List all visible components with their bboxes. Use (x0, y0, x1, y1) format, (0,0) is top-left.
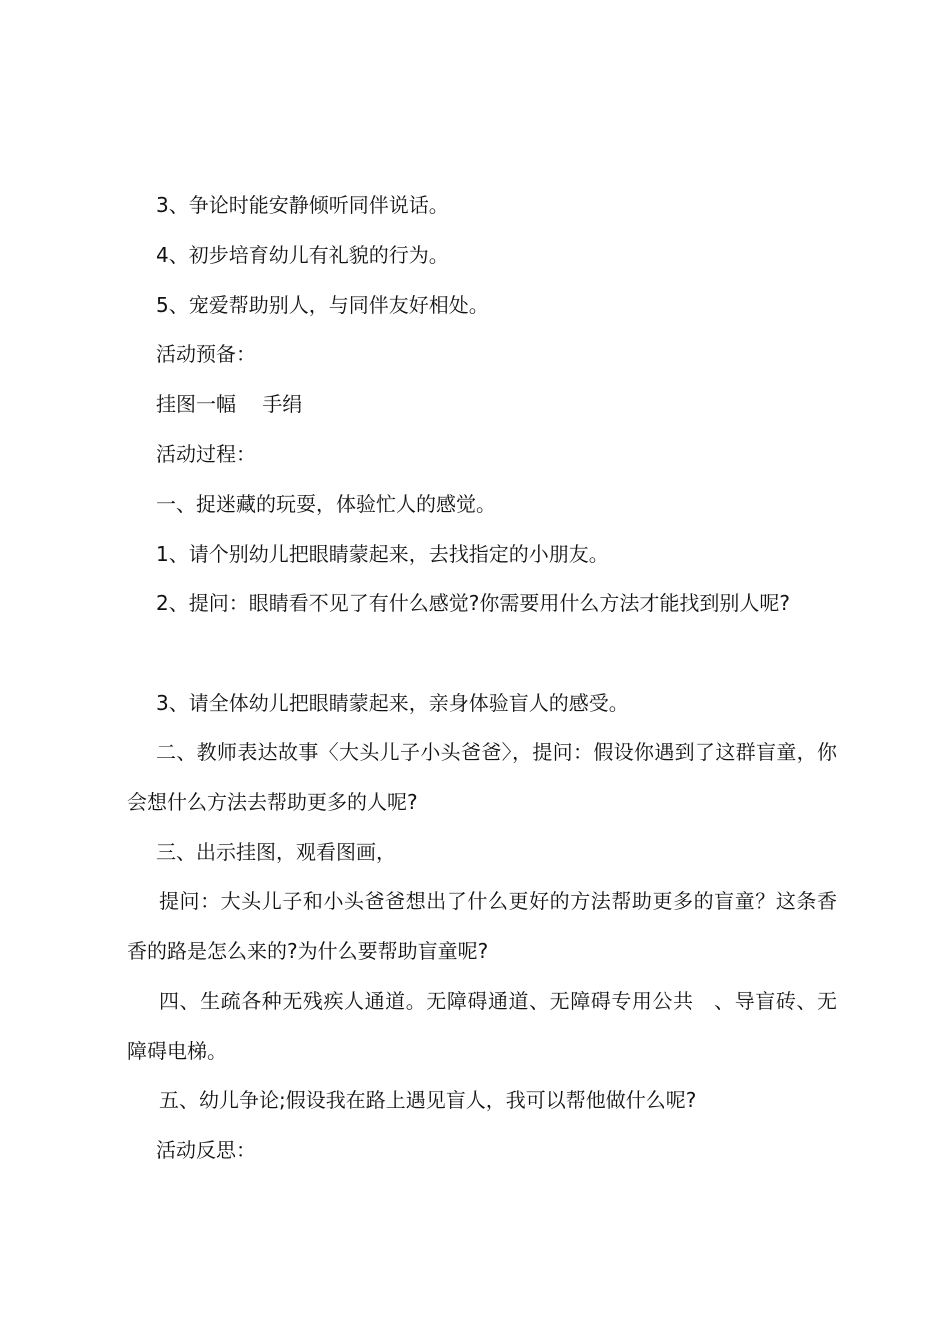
paragraph-goal-5: 5、宠爱帮助别人，与同伴友好相处。 (156, 293, 489, 317)
section-heading-process: 活动过程： (156, 442, 256, 466)
paragraph-goal-3: 3、争论时能安静倾听同伴说话。 (156, 193, 449, 217)
paragraph-step-one-3: 3、请全体幼儿把眼睛蒙起来，亲身体验盲人的感受。 (156, 691, 629, 715)
paragraph-step-one-1: 1、请个别幼儿把眼睛蒙起来，去找指定的小朋友。 (156, 542, 609, 566)
section-heading-reflection: 活动反思： (156, 1138, 256, 1162)
paragraph-step-four: 四、生疏各种无残疾人通道。无障碍通道、无障碍专用公共 、导盲砖、无障碍电梯。 (127, 989, 837, 1063)
paragraph-step-two: 二、教师表达故事〈大头儿子小头爸爸〉，提问：假设你遇到了这群盲童，你会想什么方法去帮助更多的人呢? (127, 740, 837, 814)
paragraph-step-one-2: 2、提问：眼睛看不见了有什么感觉?你需要用什么方法才能找到别人呢? (156, 591, 790, 615)
paragraph-goal-4: 4、初步培育幼儿有礼貌的行为。 (156, 243, 449, 267)
section-heading-preparation: 活动预备： (156, 342, 256, 366)
paragraph-materials: 挂图一幅 手绢 (156, 392, 303, 416)
paragraph-step-five: 五、幼儿争论;假设我在路上遇见盲人，我可以帮他做什么呢? (159, 1088, 697, 1112)
paragraph-step-one: 一、捉迷藏的玩耍，体验忙人的感觉。 (156, 492, 496, 516)
paragraph-step-three-question: 提问：大头儿子和小头爸爸想出了什么更好的方法帮助更多的盲童？这条香香的路是怎么来的?为什么要帮助盲童呢? (127, 889, 837, 963)
paragraph-step-three: 三、出示挂图，观看图画， (156, 840, 396, 864)
